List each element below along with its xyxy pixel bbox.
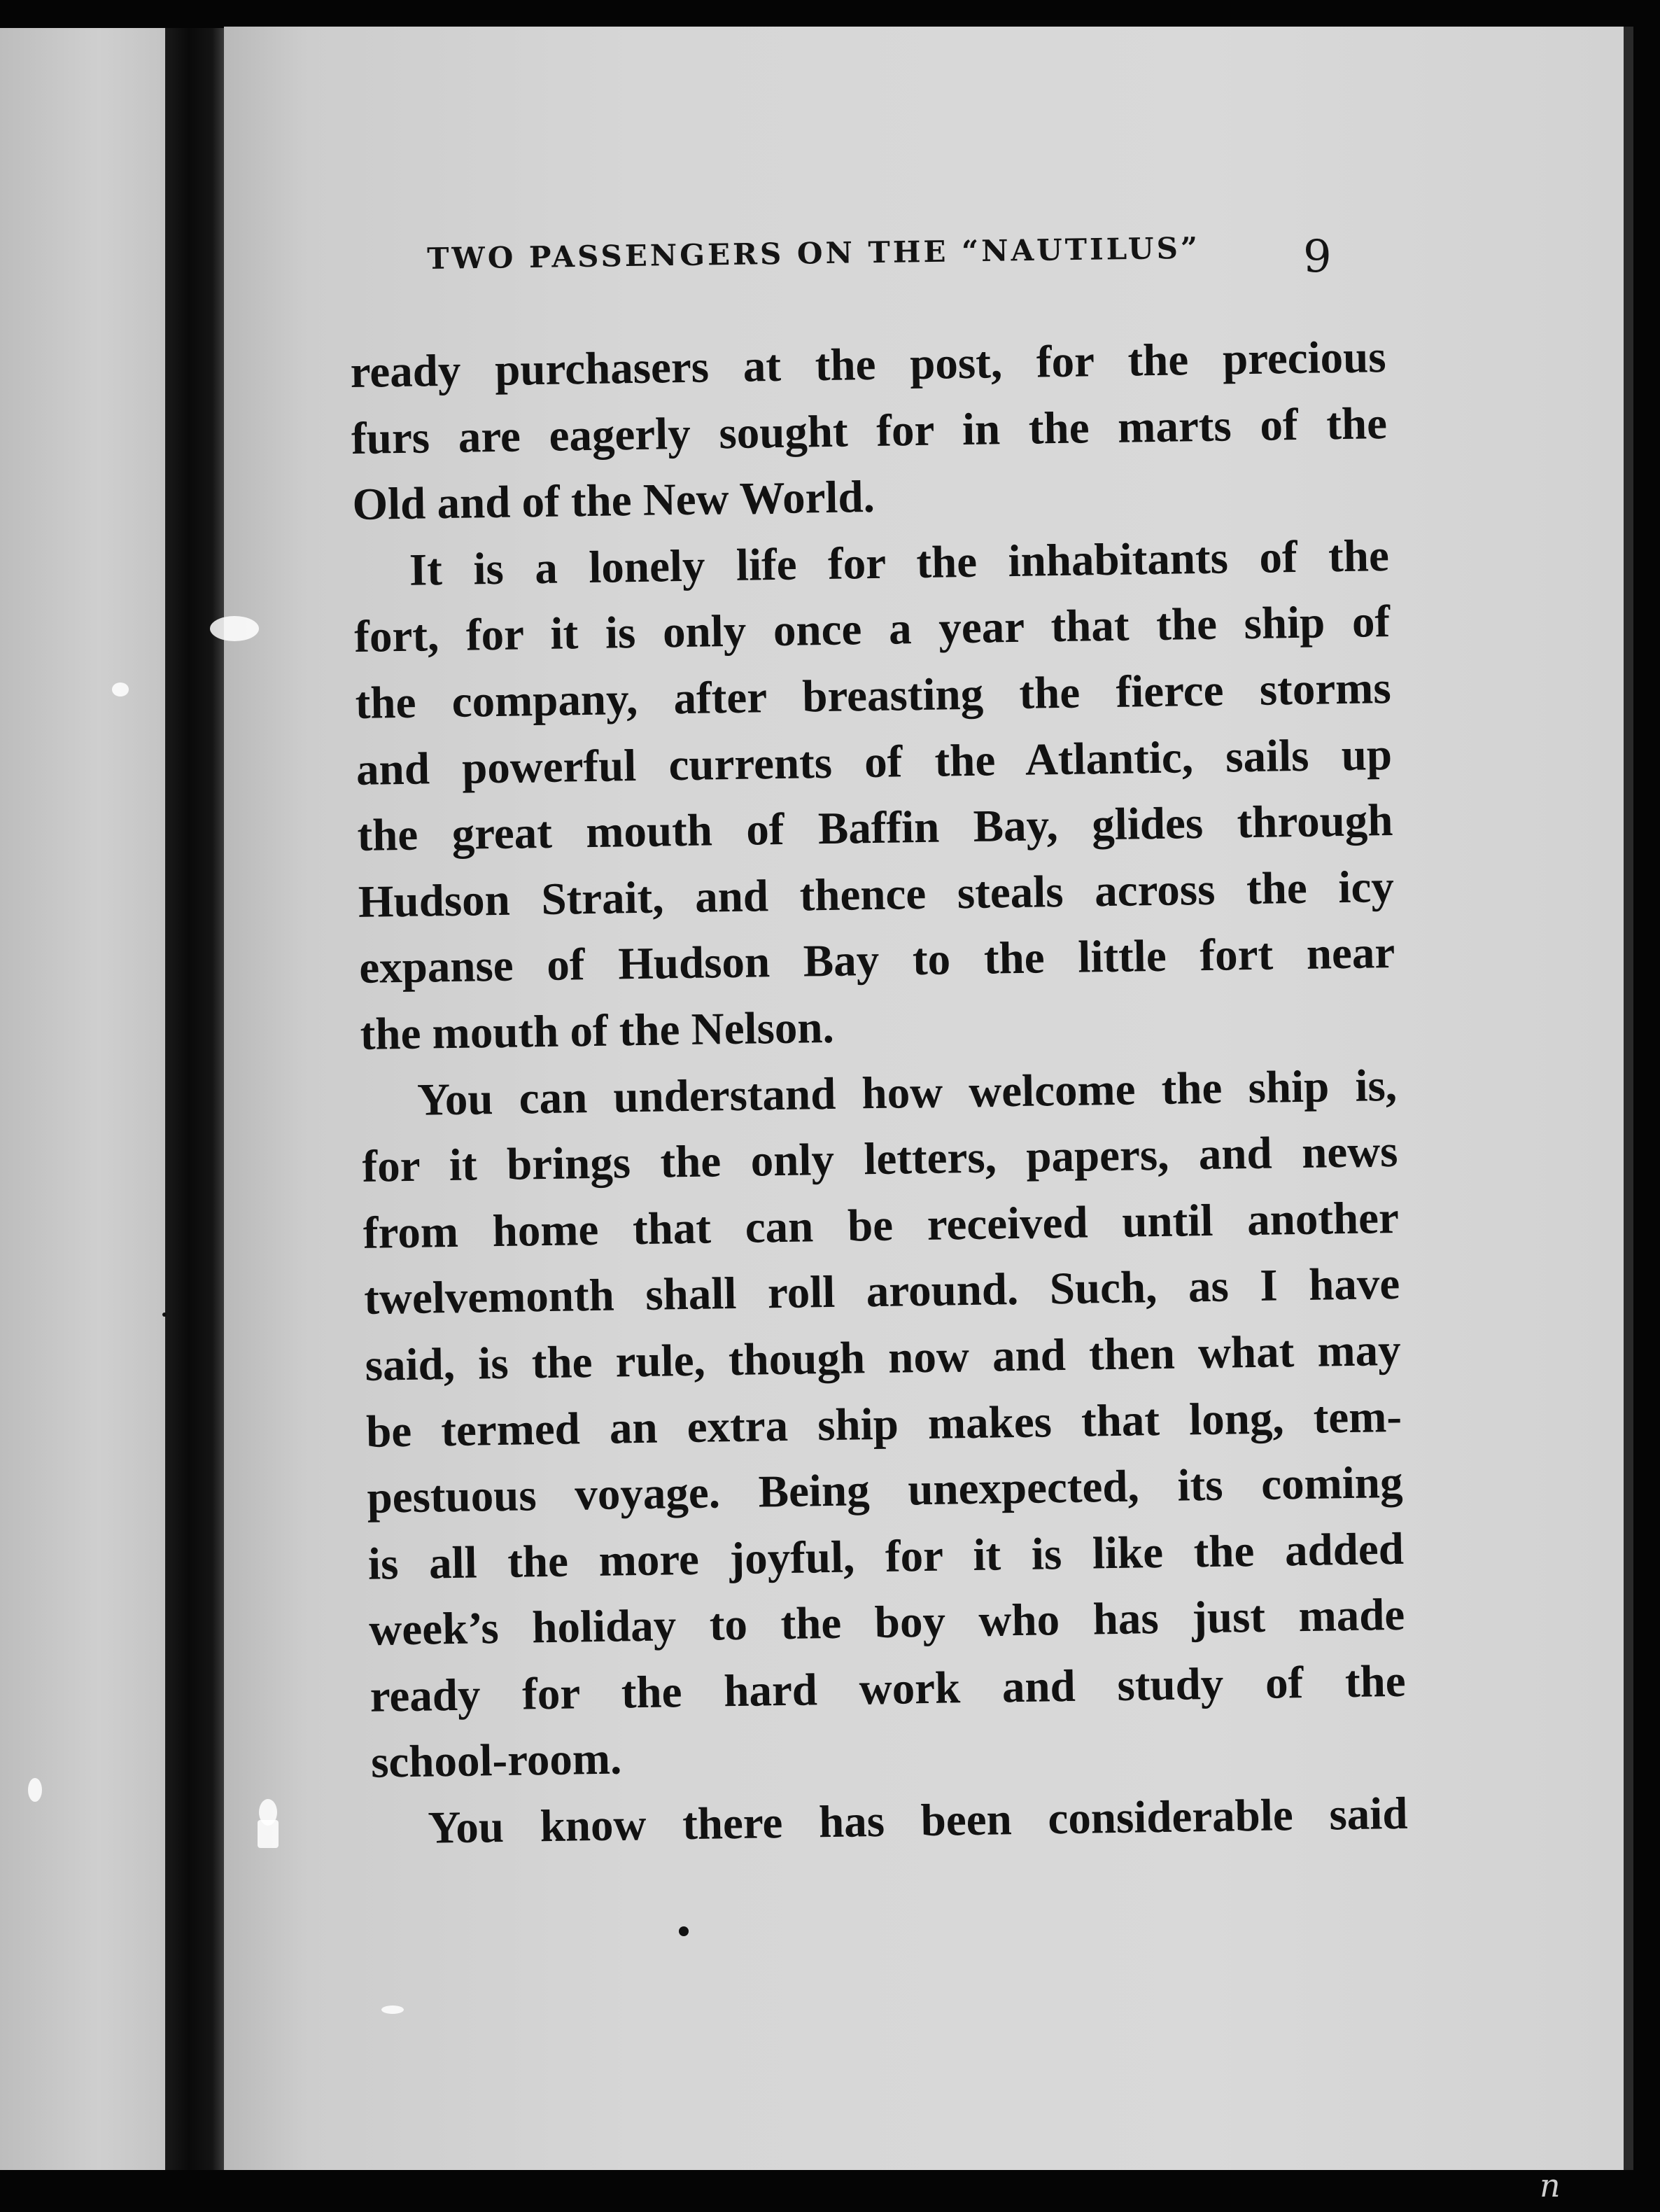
text-line: for it brings the only letters, papers, and news bbox=[362, 1126, 1398, 1192]
text-line: twelvemonth shall roll around. Such, as I have bbox=[363, 1259, 1400, 1325]
scan-speck bbox=[112, 682, 129, 696]
text-line: the mouth of the Nelson. bbox=[360, 1002, 835, 1060]
text-line: school-room. bbox=[370, 1733, 622, 1788]
text-line: week’s holiday to the boy who has just made bbox=[368, 1590, 1405, 1656]
text-line: said, is the rule, though now and then what may bbox=[365, 1324, 1402, 1391]
text-line: Old and of the New World. bbox=[351, 472, 875, 531]
page-number: 9 bbox=[1303, 231, 1332, 283]
page-right-edge bbox=[1624, 27, 1633, 2170]
running-head: TWO PASSENGERS ON THE “NAUTILUS” bbox=[427, 230, 1201, 276]
body-text bbox=[350, 324, 1408, 1862]
text-line: You can understand how welcome the ship is, bbox=[416, 1060, 1398, 1126]
text-line: the great mouth of Baffin Bay, glides through bbox=[356, 795, 1393, 862]
text-line: fort, for it is only once a year that the ship of bbox=[353, 596, 1391, 663]
scan-speck bbox=[210, 616, 259, 641]
scan-speck bbox=[258, 1820, 279, 1848]
text-line: You know there has been considerable said bbox=[428, 1788, 1408, 1854]
corner-mark: n bbox=[1540, 2166, 1561, 2204]
text-line: It is a lonely life for the inhabitants of the bbox=[409, 530, 1390, 596]
ink-dot bbox=[162, 1312, 167, 1317]
scan-speck bbox=[28, 1778, 42, 1802]
scan-speck bbox=[381, 2005, 404, 2014]
ink-dot bbox=[679, 1926, 689, 1936]
text-line: expanse of Hudson Bay to the little fort near bbox=[358, 927, 1395, 994]
text-line: ready for the hard work and study of the bbox=[370, 1656, 1407, 1722]
text-line: be termed an extra ship makes that long, tem- bbox=[365, 1391, 1402, 1457]
text-line: pestuous voyage. Being unexpected, its coming bbox=[367, 1457, 1403, 1523]
text-line: is all the more joyful, for it is like the added bbox=[367, 1523, 1405, 1590]
book-gutter bbox=[165, 28, 224, 2170]
text-line: and powerful currents of the Atlantic, sails up bbox=[356, 729, 1393, 795]
text-line: furs are eagerly sought for in the marts of the bbox=[351, 398, 1388, 464]
text-line: Hudson Strait, and thence steals across the icy bbox=[358, 861, 1395, 927]
text-line: from home that can be received until another bbox=[363, 1192, 1400, 1259]
text-line: ready purchasers at the post, for the precious bbox=[350, 332, 1387, 398]
facing-page-edge bbox=[0, 28, 165, 2170]
text-line: the company, after breasting the fierce storms bbox=[355, 662, 1392, 729]
